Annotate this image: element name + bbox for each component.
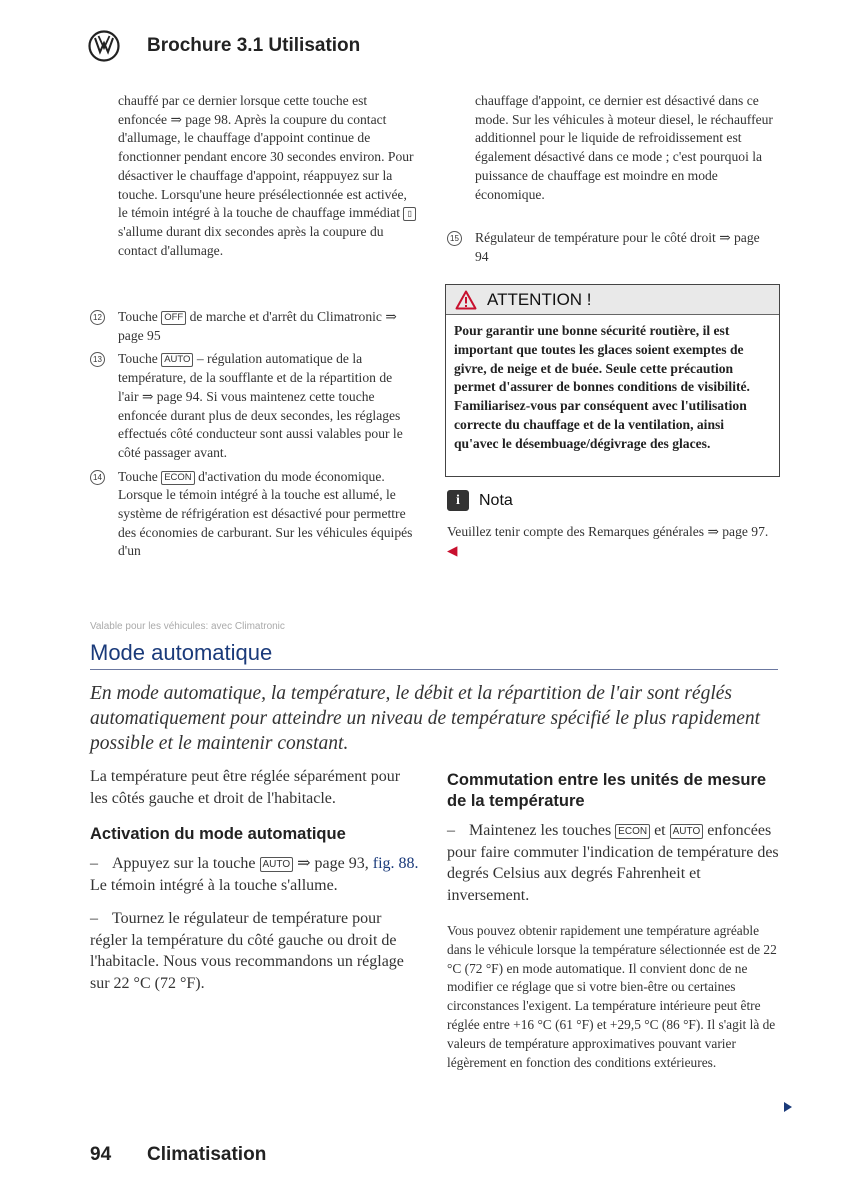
econ-key: ECON [615,824,650,839]
auto-key: AUTO [260,857,294,872]
note-text: Veuillez tenir compte des Remarques générales ⇒ page 97. ◀ [447,524,769,558]
info-paragraph: Vous pouvez obtenir rapidement une température agréable dans le véhicule lorsque la température sélectionnée est de 22 °C (72 °F) en mode automatique. Il convient donc de ne modifier ce réglage que si votre bien-être ou certaines circonstances l'exigent. La température intérieure peut être réglée entre +16 °C (61 °F) et +29,5 °C (86 °F). Il s'agit là de valeurs de température approximatives pouvant varier légèrement en fonction des conditions extérieures. [447,923,777,1070]
left-paragraph: chauffé par ce dernier lorsque cette touche est enfoncée ⇒ page 98. Après la coupure du contact d'allumage, le chauffage d'appoint continue de fonctionner pendant encore 30 secondes environ. Pour désactiver le chauffage d'appoint, réappuyez sur la touche. Lorsqu'une heure présélectionnée est activée, le témoin intégré à la touche de chauffage immédiat ▯ s'allume durant dix secondes après la coupure du contact d'allumage. [118,92,416,260]
warning-header [446,285,779,315]
heading-commutation: Commutation entre les unités de mesure de la température [447,771,767,810]
step-commutation: – Maintenez les touches ECON et AUTO enfoncées pour faire commuter l'indication de température des degrés Celsius aux degrés Fahrenheit et inversement. [447,822,779,904]
note-header [447,490,513,511]
warning-text: Pour garantir une bonne sécurité routière, il est important que toutes les glaces soient exemptes de givre, de neige et de buée. Seule cette précaution permet d'assurer de bonnes conditions de visibilité. Familiarisez-vous par conséquent avec l'utilisation correcte du chauffage et de la ventilation, ainsi qu'avec le désembuage/dégivrage des glaces. [454,323,750,451]
warning-title: ATTENTION ! [487,289,592,309]
right-item [445,229,775,266]
section-caption: Valable pour les véhicules: avec Climatronic [90,621,285,632]
continue-arrow-icon [784,1102,792,1112]
right-column [475,92,775,204]
left-column [118,92,416,260]
section-title: Mode automatique [90,640,273,665]
step-2: – Tournez le régulateur de température pour régler la température du côté gauche ou droit de l'habitacle. Nous vous recommandons un réglage sur 22 °C (72 °F). [90,910,404,992]
off-key: OFF [161,311,186,325]
footer-title: Climatisation [147,1144,267,1165]
right-paragraph: chauffage d'appoint, ce dernier est désactivé dans ce mode. Sur les véhicules à moteur diesel, le réchauffeur additionnel pour le liquide de refroidissement est également désactivé dans ce mode ; c'est pourquoi la puissance de chauffage est moindre en mode économique. [475,93,773,202]
vw-logo-icon [88,30,120,62]
heading-activation: Activation du mode automatique [90,825,346,843]
callout-number: 12 [90,310,105,325]
left-items [88,304,416,561]
figure-link[interactable]: fig. 88. [372,855,419,872]
note-title: Nota [479,491,513,509]
warning-box [445,284,780,477]
header-title: Brochure 3.1 Utilisation [147,35,361,56]
list-item: 12 Touche OFF de marche et d'arrêt du Climatronic ⇒ page 95 [88,308,416,345]
auto-key: AUTO [161,353,193,367]
section-intro: En mode automatique, la température, le débit et la répartition de l'air sont réglés automatiquement pour atteindre un niveau de température spécifié le plus rapidement possible et le maintenir constant. [90,683,761,754]
warning-triangle-icon [455,290,477,310]
econ-key: ECON [161,471,194,485]
lower-left-column [90,766,420,994]
list-item: 13 Touche AUTO – régulation automatique de la température, de la soufflante et de la répartition de l'air ⇒ page 94. Si vous maintenez cette touche enfoncée durant plus de deux secondes, les réglages effectués côté conducteur sont aussi valables pour le côté passager avant. [88,350,416,462]
section-divider [90,669,778,670]
callout-number: 15 [447,231,462,246]
callout-number: 14 [90,470,105,485]
list-item: 14 Touche ECON d'activation du mode économique. Lorsque le témoin intégré à la touche est allumé, le système de réfrigération est désactivé pour permettre des économies de carburant. Sur les véhicules équipés d'un [88,468,416,562]
lower-right-column [447,770,779,1072]
end-mark-icon: ◀ [447,543,458,558]
auto-key: AUTO [670,824,704,839]
info-icon: i [447,490,469,511]
heater-key-icon: ▯ [403,207,415,221]
page-number: 94 [90,1144,112,1165]
callout-number: 13 [90,352,105,367]
paragraph: La température peut être réglée séparément pour les côtés gauche et droit de l'habitacle. [90,768,401,807]
step-1: – Appuyez sur la touche AUTO ⇒ page 93, fig. 88. Le témoin intégré à la touche s'allume. [90,855,419,894]
list-item: 15 Régulateur de température pour le côté droit ⇒ page 94 [445,229,775,266]
